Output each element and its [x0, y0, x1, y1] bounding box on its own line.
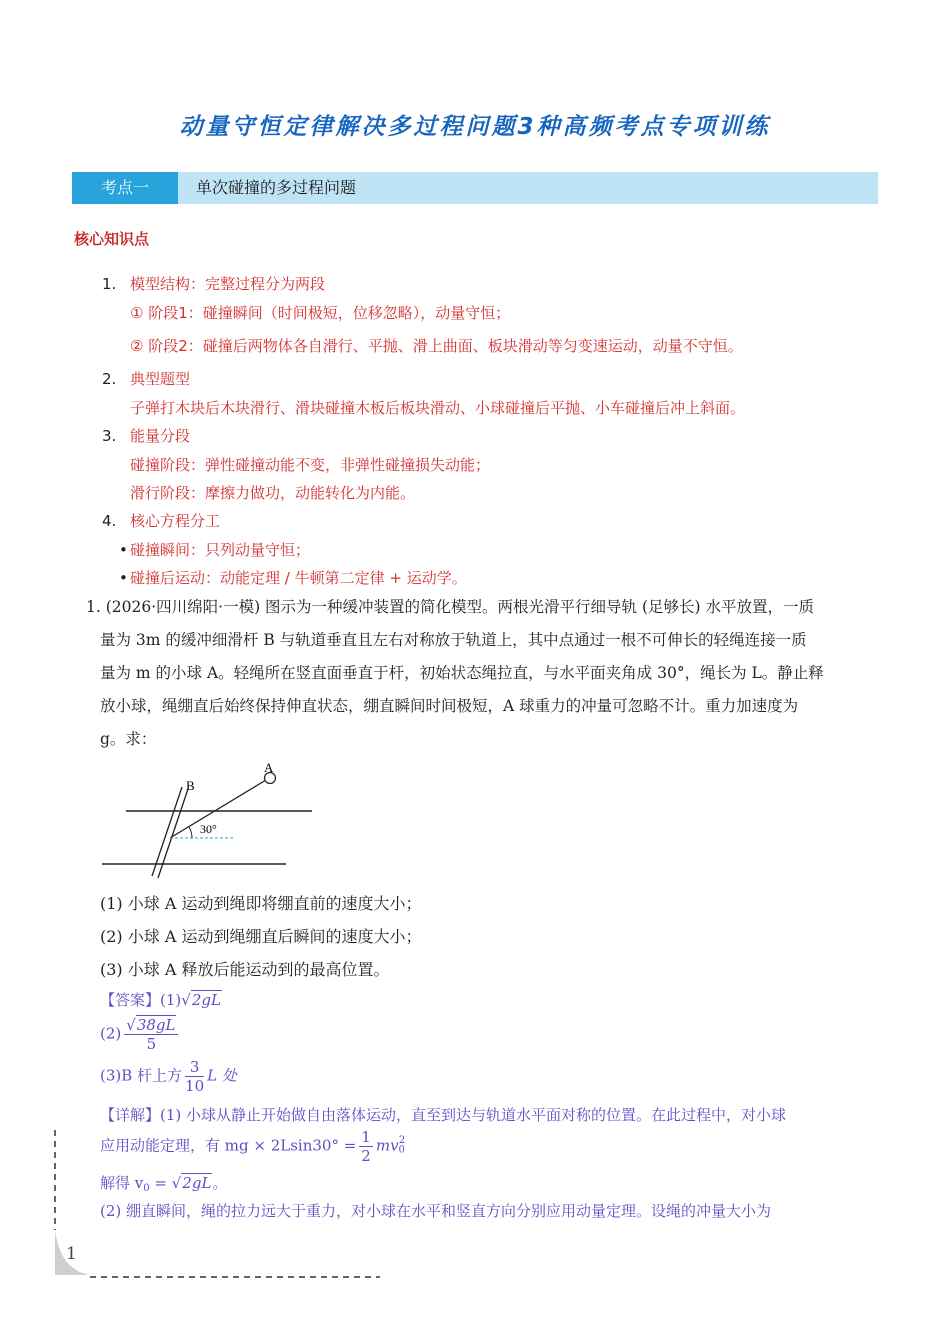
section-tag: 考点一: [72, 172, 178, 204]
bullet-icon: •: [119, 569, 128, 587]
item-line: ① 阶段1：碰撞瞬间（时间极短，位移忽略），动量守恒；: [130, 304, 511, 322]
rope: [170, 780, 266, 838]
sub-question-3: (3) 小球 A 释放后能运动到的最高位置。: [100, 960, 390, 979]
angle-label: 30°: [200, 822, 217, 836]
item-line: ② 阶段2：碰撞后两物体各自滑行、平抛、滑上曲面、板块滑动等匀变速运动，动量不守恒。: [130, 337, 743, 355]
question-line: g。求：: [100, 730, 157, 748]
item-line: 碰撞阶段：弹性碰撞动能不变，非弹性碰撞损失动能；: [130, 456, 491, 474]
answer-1: 【答案】(1)√2gL: [100, 991, 221, 1009]
item-head: 能量分段: [130, 427, 191, 445]
item-head: 核心方程分工: [130, 512, 221, 530]
detail-line-2: 应用动能定理，有 mg × 2Lsin30° = $\frac{1}{2}$ $mv0^2$: [100, 1128, 406, 1165]
question-line: 量为 m 的小球 A。轻绳所在竖直面垂直于杆，初始状态绳拉直，与水平面夹角成 30°，绳长为 L。静止释: [100, 664, 824, 682]
item-number: 3.: [102, 427, 117, 445]
physics-diagram: [96, 760, 326, 880]
item-number: 4.: [102, 512, 117, 530]
answer-2: (2) $\frac{√38gL}{5}$: [100, 1016, 181, 1053]
item-line: 碰撞后运动：动能定理 / 牛顿第二定律 + 运动学。: [130, 569, 467, 587]
detail-line-4: (2) 绷直瞬间，绳的拉力远大于重力，对小球在水平和竖直方向分别应用动量定理。设绳的冲量大小为: [100, 1202, 772, 1220]
detail-line-1: 【详解】(1) 小球从静止开始做自由落体运动，直至到达与轨道水平面对称的位置。在此过程中，对小球: [100, 1106, 787, 1124]
item-head: 典型题型: [130, 370, 191, 388]
label-b: B: [186, 778, 195, 793]
sub-question-2: (2) 小球 A 运动到绳绷直后瞬间的速度大小；: [100, 927, 422, 946]
section-title: 单次碰撞的多过程问题: [196, 178, 357, 197]
item-line: 子弹打木块后木块滑行、滑块碰撞木板后板块滑动、小球碰撞后平抛、小车碰撞后冲上斜面。: [130, 399, 746, 417]
detail-label: 【详解】: [100, 1106, 161, 1124]
label-a: A: [264, 760, 274, 775]
page-number: 1: [66, 1244, 77, 1264]
item-number: 1.: [102, 275, 117, 293]
answer-label: 【答案】: [100, 991, 161, 1009]
item-line: 滑行阶段：摩擦力做功，动能转化为内能。: [130, 484, 416, 502]
item-number: 2.: [102, 370, 117, 388]
question-line: 1. (2026·四川绵阳·一模) 图示为一种缓冲装置的简化模型。两根光滑平行细导轨 (足够长) 水平放置，一质: [86, 598, 814, 616]
section-header: [72, 172, 878, 204]
core-knowledge-label: 核心知识点: [74, 230, 150, 248]
page-title: 动量守恒定律解决多过程问题3种高频考点专项训练: [179, 114, 771, 140]
answer-3: (3)B 杆上方 $\frac{3}{10}$ L 处: [100, 1058, 237, 1095]
question-line: 量为 3m 的缓冲细滑杆 B 与轨道垂直且左右对称放于轨道上，其中点通过一根不可伸长的轻绳连接一质: [100, 631, 807, 649]
sub-question-1: (1) 小球 A 运动到绳即将绷直前的速度大小；: [100, 894, 422, 913]
detail-line-3: 解得 $v_0 = √2gL$。: [100, 1174, 228, 1194]
item-line: 碰撞瞬间：只列动量守恒；: [130, 541, 311, 559]
item-head: 模型结构：完整过程分为两段: [130, 275, 326, 293]
bullet-icon: •: [119, 541, 128, 559]
page-corner-decoration: [50, 1130, 390, 1280]
question-line: 放小球，绳绷直后始终保持伸直状态，绷直瞬间时间极短，A 球重力的冲量可忽略不计。重力加速度为: [100, 697, 799, 715]
